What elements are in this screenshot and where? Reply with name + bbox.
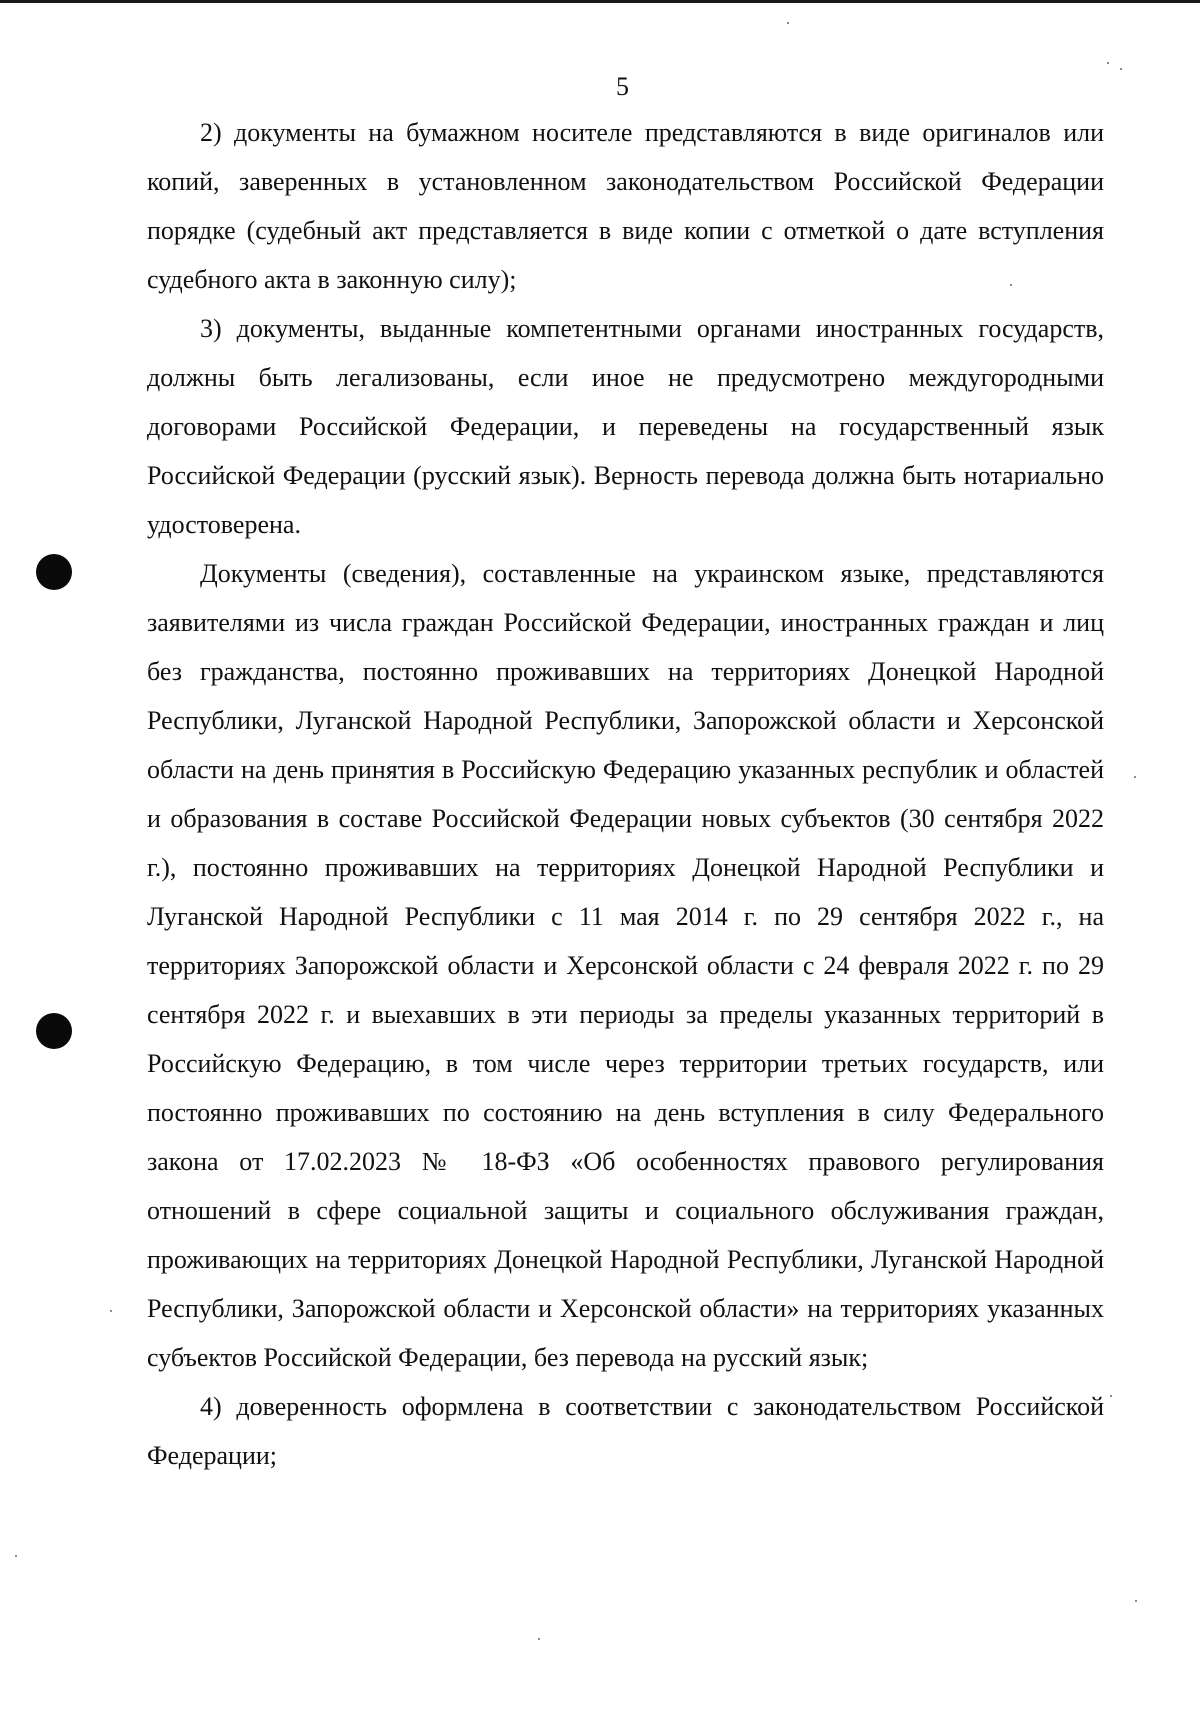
scan-speck: [538, 1638, 540, 1640]
scan-speck: [1135, 1600, 1137, 1602]
scan-speck: [15, 1555, 17, 1557]
document-body: [147, 108, 1104, 1480]
scan-speck: [1010, 284, 1012, 286]
punch-hole-top: [36, 554, 72, 590]
scan-speck: [1110, 1395, 1112, 1397]
paragraph-item-4: 4) доверенность оформлена в соответствии с законодательством Российской Федерации;: [147, 1392, 1104, 1470]
scan-speck: [787, 22, 789, 24]
paragraph-item-3: 3) документы, выданные компетентными органами иностранных государств, должны быть легализованы, если иное не предусмотрено междугородными договорами Российской Федерации, и переведены на государственный язык Российской Федерации (русский язык). Верность перевода должна быть нотариально удостоверена.: [147, 314, 1104, 539]
page-number: 5: [616, 72, 629, 101]
punch-hole-bottom: [36, 1013, 72, 1049]
scan-speck: [1134, 776, 1136, 778]
scan-speck: [1107, 62, 1109, 64]
paragraph-ukrainian-documents: Документы (сведения), составленные на украинском языке, представляются заявителями из числа граждан Российской Федерации, иностранных граждан и лиц без гражданства, постоянно проживавших на территориях Донецкой Народной Республики, Луганской Народной Республики, Запорожской области и Херсонской области на день принятия в Российскую Федерацию указанных республик и областей и образования в составе Российской Федерации новых субъектов (30 сентября 2022 г.), постоянно проживавших на территориях Донецкой Народной Республики и Луганской Народной Республики с 11 мая 2014 г. по 29 сентября 2022 г., на территориях Запорожской области и Херсонской области с 24 февраля 2022 г. по 29 сентября 2022 г. и выехавших в эти периоды за пределы указанных территорий в Российскую Федерацию, в том числе через территории третьих государств, или постоянно проживавших по состоянию на день вступления в силу Федерального закона от 17.02.2023 № 18-ФЗ «Об особенностях правового регулирования отношений в сфере социальной защиты и социального обслуживания граждан, проживающих на территориях Донецкой Народной Республики, Луганской Народной Республики, Запорожской области и Херсонской области» на территориях указанных субъектов Российской Федерации, без перевода на русский язык;: [147, 559, 1104, 1372]
paragraph-item-2: 2) документы на бумажном носителе представляются в виде оригиналов или копий, заверенных в установленном законодательством Российской Федерации порядке (судебный акт представляется в виде копии с отметкой о дате вступления судебного акта в законную силу);: [147, 118, 1104, 294]
scan-speck: [110, 1310, 112, 1312]
scan-top-edge: [0, 0, 1200, 3]
scan-speck: [1120, 68, 1122, 70]
